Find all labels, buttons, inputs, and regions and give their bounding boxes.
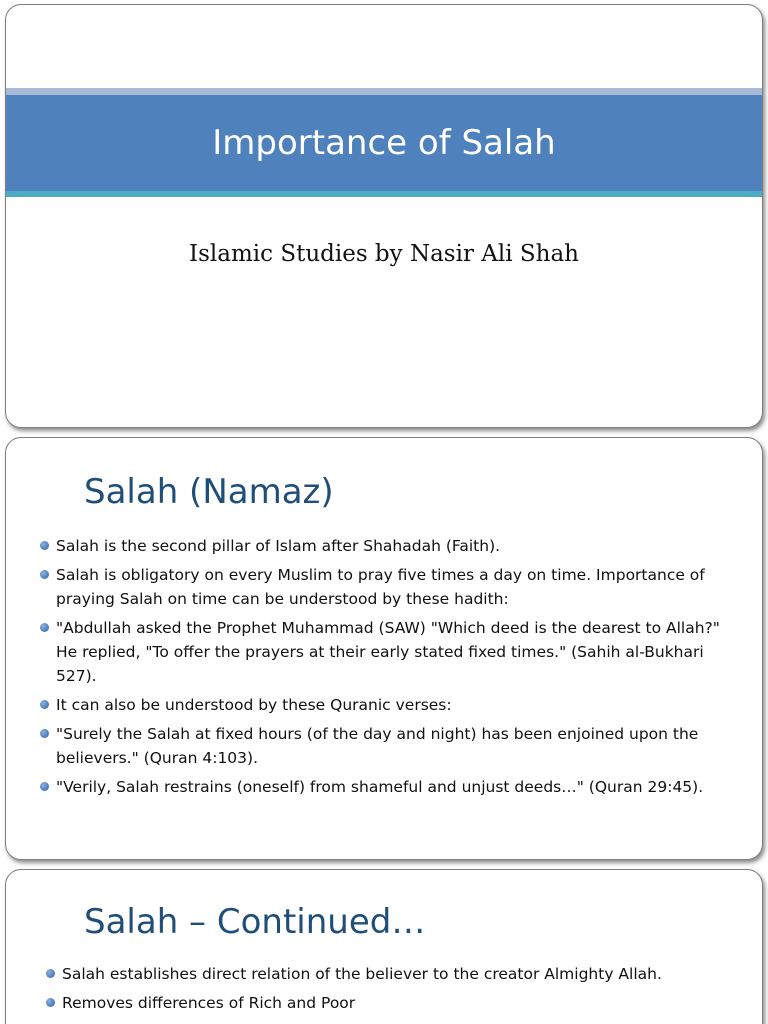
bullet-text: Salah is obligatory on every Muslim to pray five times a day on time. Importance of praying Salah on time can be understood by these hadith: [56,566,705,608]
presentation-title: Importance of Salah [212,123,556,163]
bullet-text: Salah establishes direct relation of the believer to the creator Almighty Allah. [62,965,662,983]
bullet-text: "Abdullah asked the Prophet Muhammad (SAW) "Which deed is the dearest to Allah?" He replied, "To offer the prayers at their early stated fixed times." (Sahih al-Bukhari 527). [56,619,720,685]
bullet-text: Salah is the second pillar of Islam after Shahadah (Faith). [56,537,501,555]
round-bullet-icon [40,570,49,579]
bullet-list [46,962,728,1020]
round-bullet-icon [46,998,55,1007]
title-band-bottom-stripe [6,191,762,197]
bullet-item [40,616,728,688]
bullet-item [40,722,728,770]
bullet-item [46,991,728,1015]
round-bullet-icon [40,623,49,632]
round-bullet-icon [40,541,49,550]
round-bullet-icon [40,729,49,738]
bullet-item [40,693,728,717]
bullet-item [40,775,728,799]
bullet-text: It can also be understood by these Quranic verses: [56,696,452,714]
content-slide-salah-continued [5,869,763,1024]
bullet-item [40,563,728,611]
bullet-text: "Surely the Salah at fixed hours (of the day and night) has been enjoined upon the believers." (Quran 4:103). [56,725,699,767]
slide-heading: Salah (Namaz) [84,472,334,512]
bullet-list [40,534,728,804]
bullet-item [46,962,728,986]
title-band [6,95,762,191]
title-slide [5,4,763,428]
round-bullet-icon [40,700,49,709]
bullet-text: Removes differences of Rich and Poor [62,994,356,1012]
presentation-subtitle: Islamic Studies by Nasir Ali Shah [189,241,579,267]
round-bullet-icon [40,782,49,791]
content-slide-salah-namaz [5,437,763,860]
slide-heading: Salah – Continued… [84,902,426,942]
title-band-top-stripe [6,88,762,95]
bullet-text: "Verily, Salah restrains (oneself) from shameful and unjust deeds…" (Quran 29:45). [56,778,704,796]
bullet-item [40,534,728,558]
round-bullet-icon [46,969,55,978]
